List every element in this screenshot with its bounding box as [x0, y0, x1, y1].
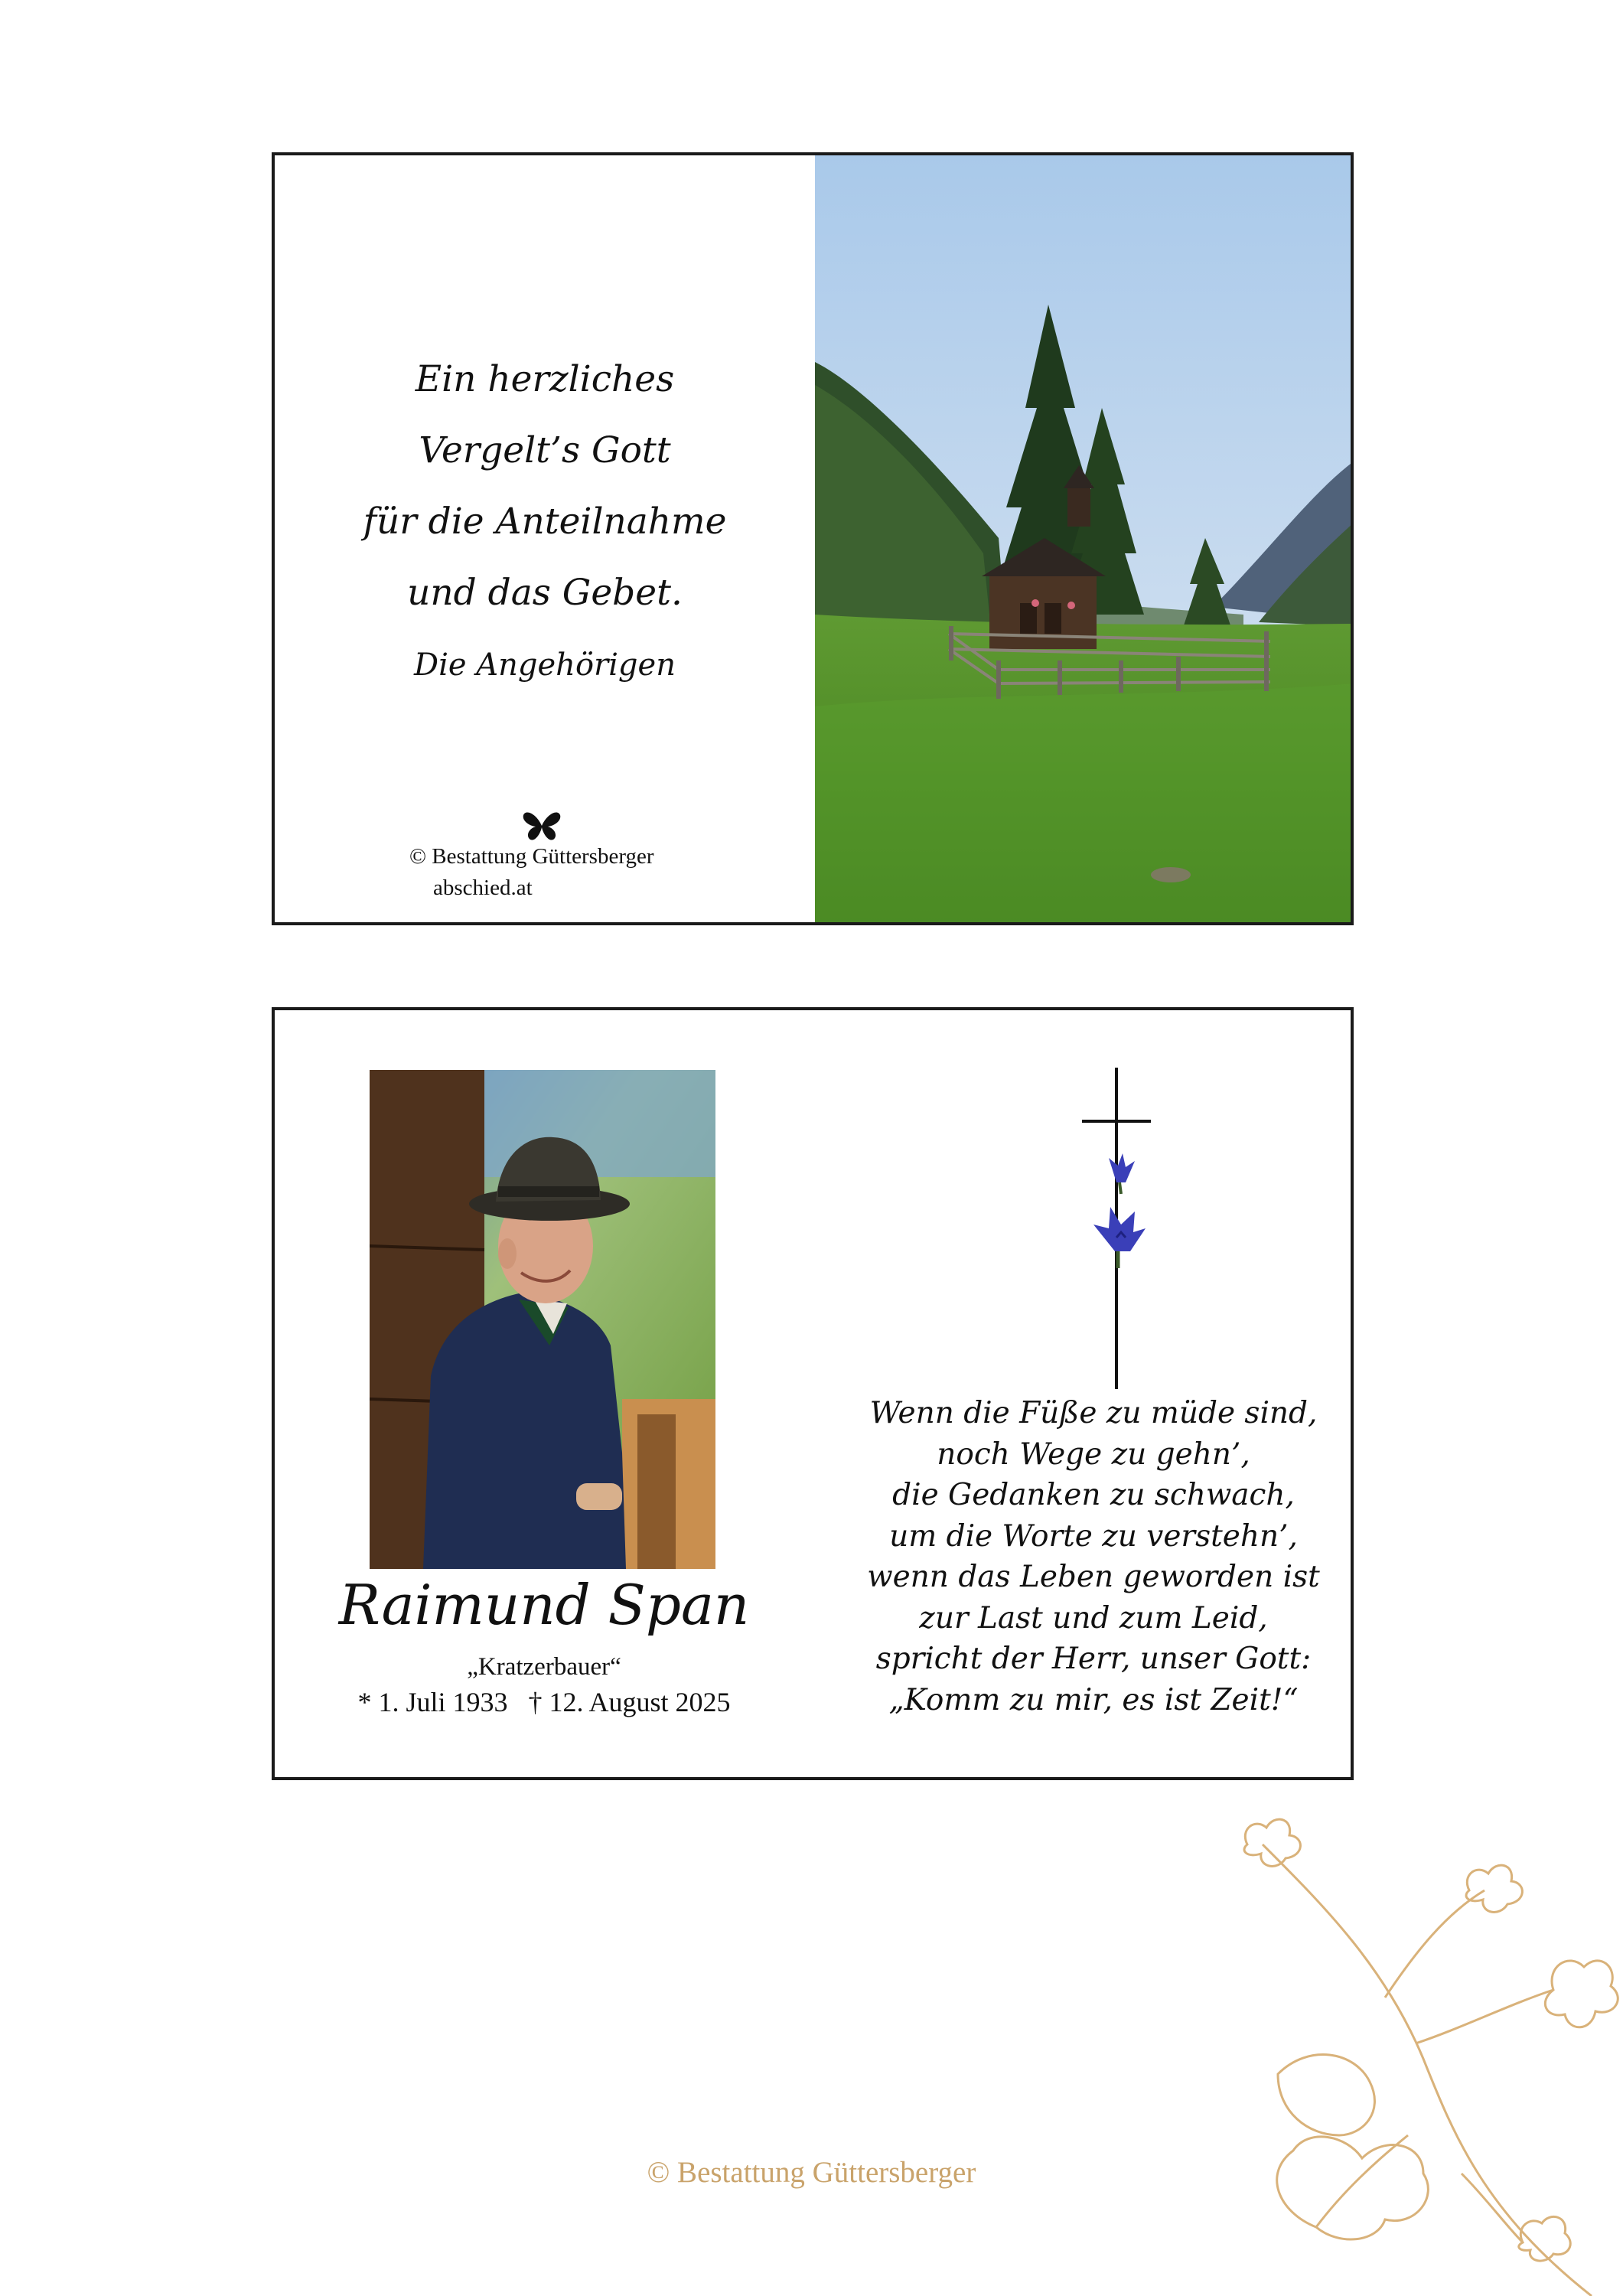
death-date: † 12. August 2025	[528, 1687, 731, 1717]
poem-line-8: „Komm zu mir, es ist Zeit!“	[888, 1682, 1299, 1717]
poem-line-1: Wenn die Füße zu müde sind,	[869, 1396, 1318, 1430]
deceased-nickname: „Kratzerbauer“	[467, 1653, 621, 1681]
thanks-line-4: und das Gebet.	[407, 572, 683, 614]
deceased-name: Raimund Span	[338, 1573, 750, 1637]
butterfly-icon	[521, 810, 562, 841]
footer-copyright: © Bestattung Güttersberger	[647, 2156, 976, 2189]
thank-you-card	[272, 152, 1354, 925]
floral-line-art-icon	[1232, 1814, 1623, 2296]
poem-line-4: um die Worte zu verstehn’,	[889, 1518, 1298, 1554]
poem-line-3: die Gedanken zu schwach,	[892, 1478, 1295, 1512]
thanks-line-2: Vergelt’s Gott	[419, 429, 671, 471]
poem-line-2: noch Wege zu gehn’,	[937, 1437, 1250, 1472]
chapel-landscape-photo	[815, 155, 1354, 922]
memorial-poem	[856, 1393, 1331, 1720]
card-copyright: © Bestattung Güttersberger	[409, 844, 654, 869]
thanks-line-1: Ein herzliches	[415, 358, 675, 400]
poem-line-6: zur Last und zum Leid,	[919, 1600, 1268, 1636]
thanks-signature: Die Angehörigen	[414, 647, 676, 683]
cross-icon	[1071, 1068, 1162, 1389]
gentian-flower-icon	[1093, 1153, 1146, 1268]
life-dates	[275, 1686, 813, 1718]
card-website: abschied.at	[433, 876, 533, 900]
memorial-card	[272, 1007, 1354, 1780]
birth-date: * 1. Juli 1933	[357, 1687, 508, 1717]
poem-line-7: spricht der Herr, unser Gott:	[875, 1642, 1312, 1676]
portrait-photo	[370, 1070, 715, 1569]
poem-line-5: wenn das Leben geworden ist	[867, 1560, 1320, 1594]
thank-you-text-panel	[275, 155, 815, 922]
thanks-line-3: für die Anteilnahme	[363, 501, 727, 543]
